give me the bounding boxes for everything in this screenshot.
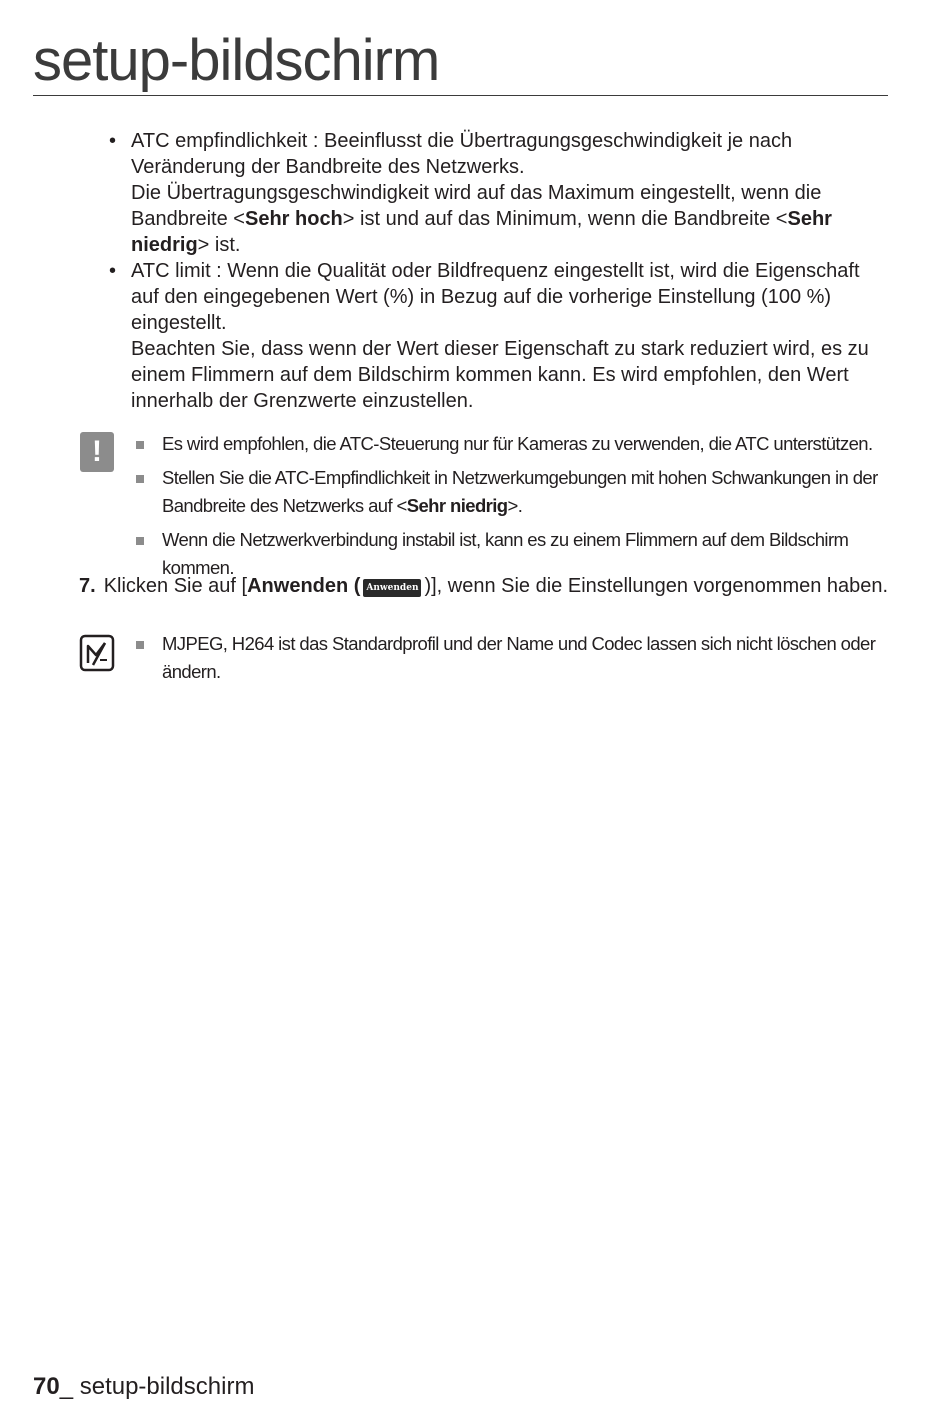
note-icon [79, 634, 115, 672]
square-bullet-icon [136, 441, 144, 449]
page-footer [33, 1373, 254, 1401]
page-number: 70 [33, 1373, 60, 1400]
bullet-text: ATC limit : Wenn die Qualität oder Bildfrequenz eingestellt ist, wird die Eigenschaft auf den eingegebenen Wert (%) in Bezug auf die vorherige Einstellung (100 %) eingestellt. [131, 260, 860, 334]
bullet-dot: • [109, 130, 117, 152]
bullet-text: Beachten Sie, dass wenn der Wert dieser Eigenschaft zu stark reduziert wird, es zu einem Flimmern auf dem Bildschirm kommen kann. Es wird empfohlen, den Wert innerhalb der Grenzwerte einzustellen. [131, 338, 869, 412]
step-number: 7. [79, 575, 96, 597]
apply-button-image: Anwenden [363, 579, 421, 597]
bullet-item-atc-limit [107, 258, 892, 414]
step-7: 7. Klicken Sie auf [Anwenden ( Anwenden )], wenn Sie die Einstellungen vorgenommen haben. [79, 575, 889, 597]
bullet-dot: • [109, 260, 117, 282]
bold-term: Sehr niedrig [406, 495, 508, 516]
note-list [136, 630, 876, 686]
bold-term: Anwenden ( [247, 575, 361, 597]
footer-label: _ setup-bildschirm [59, 1373, 255, 1400]
title-rule [33, 95, 888, 96]
bullet-text: ATC empfindlichkeit : Beeinflusst die Übertragungsgeschwindigkeit je nach Veränderung der Bandbreite des Netzwerks. [131, 130, 793, 178]
square-bullet-icon [136, 537, 144, 545]
bullet-list [107, 128, 892, 414]
caution-item: Stellen Sie die ATC-Empfindlichkeit in Netzwerkumgebungen mit hohen Schwankungen in der Bandbreite des Netzwerks auf <Sehr niedrig>. [136, 464, 896, 520]
bold-term: Sehr niedrig [131, 208, 832, 256]
page-title: setup-bildschirm [33, 28, 440, 93]
square-bullet-icon [136, 475, 144, 483]
caution-item: Wenn die Netzwerkverbindung instabil ist, kann es zu einem Flimmern auf dem Bildschirm kommen. [136, 526, 896, 582]
square-bullet-icon [136, 641, 144, 649]
bullet-item-atc-sensitivity [107, 128, 892, 258]
caution-icon: ! [80, 432, 114, 472]
caution-list [136, 430, 896, 588]
caution-item: Es wird empfohlen, die ATC-Steuerung nur für Kameras zu verwenden, die ATC unterstützen. [136, 430, 896, 458]
bullet-text: Die Übertragungsgeschwindigkeit wird auf das Maximum eingestellt, wenn die Bandbreite <Sehr hoch> ist und auf das Minimum, wenn die Bandbreite <Sehr niedrig> ist. [131, 182, 832, 256]
note-item: MJPEG, H264 ist das Standardprofil und der Name und Codec lassen sich nicht löschen oder ändern. [136, 630, 876, 686]
bold-term: Sehr hoch [244, 208, 343, 230]
